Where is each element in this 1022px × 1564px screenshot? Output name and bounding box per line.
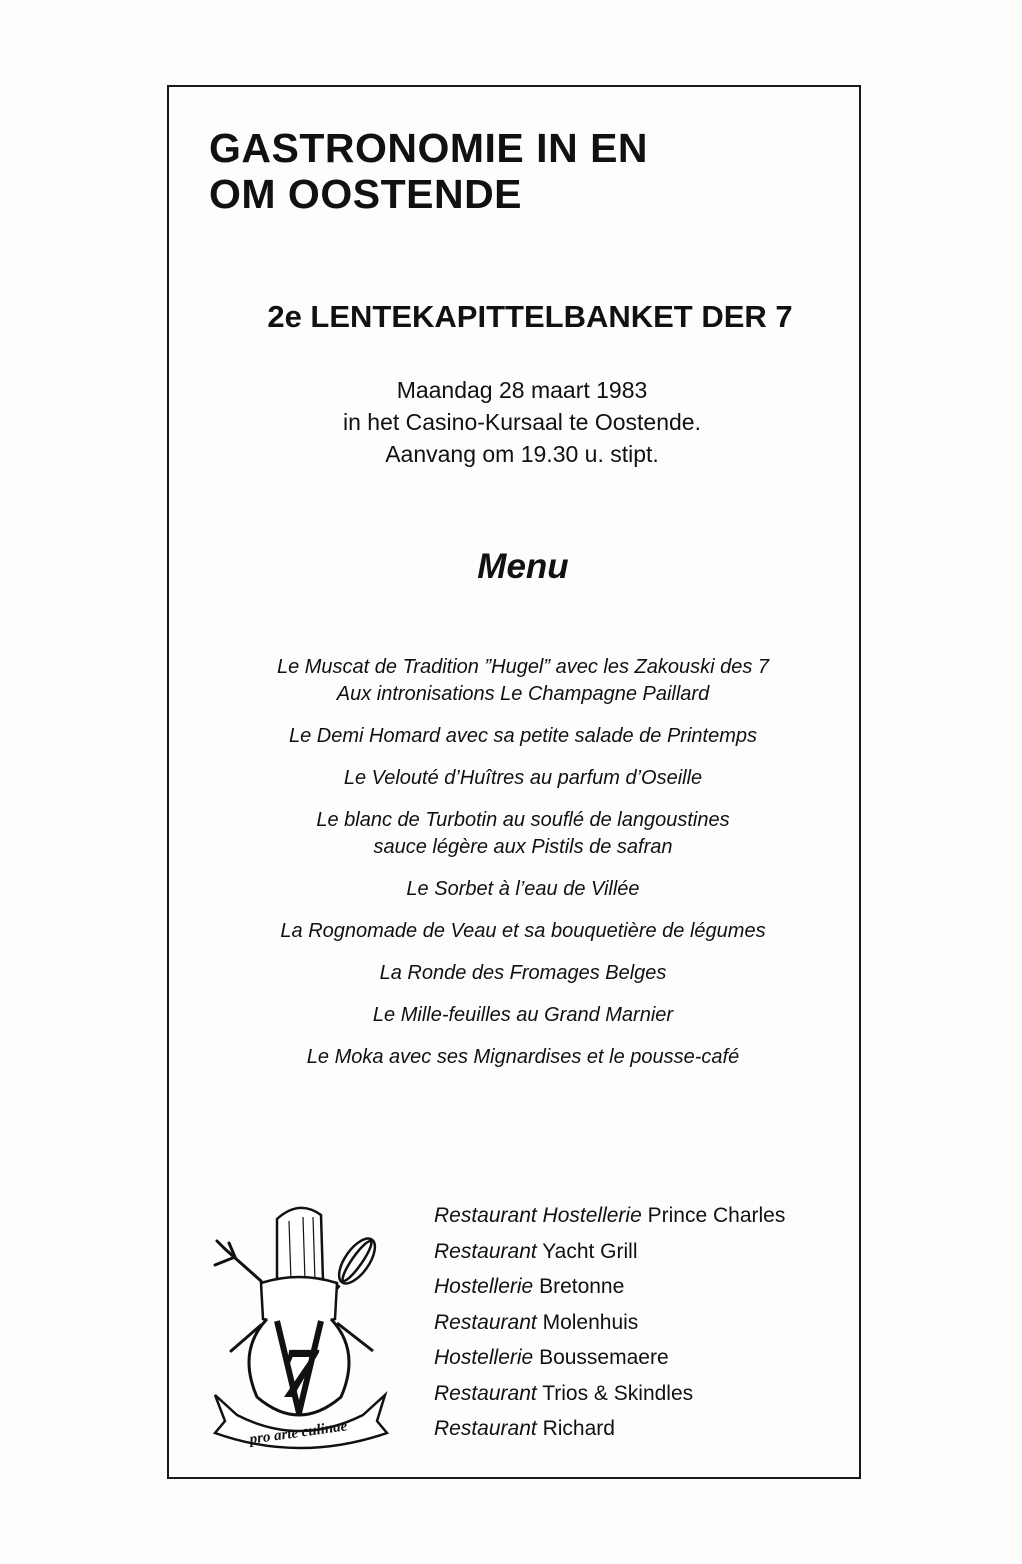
menu-course [187,1044,859,1071]
restaurant-name: Richard [542,1417,615,1440]
title-line: OM OOSTENDE [209,171,523,217]
course-line: Le Demi Homard avec sa petite salade de Printemps [288,725,757,747]
restaurant-name: Prince Charles [647,1204,786,1227]
restaurant-type: Restaurant [434,1417,537,1440]
event-venue: in het Casino-Kursaal te Oostende. [343,409,701,435]
page-title [209,125,648,217]
course-line: Aux intronisations Le Champagne Paillard [336,683,710,705]
menu-course [187,654,859,708]
restaurant-type: Restaurant [434,1381,537,1405]
restaurant-type: Hostellerie [434,1275,534,1298]
restaurant-name: Boussemaere [539,1346,669,1369]
restaurant-item [434,1411,785,1447]
restaurant-item [434,1198,785,1234]
restaurant-item [434,1234,785,1270]
menu-heading: Menu [477,547,569,586]
course-line: Le Velouté d’Huîtres au parfum d’Oseille [343,767,703,789]
event-start-time: Aanvang om 19.30 u. stipt. [385,441,659,467]
event-date: Maandag 28 maart 1983 [396,377,648,403]
menu-course [187,765,859,792]
chef-hat-icon [261,1208,337,1324]
course-line: Le blanc de Turbotin au souflé de langoustines [316,809,730,831]
emblem-numeral: 7 [281,1333,317,1413]
menu-course [187,807,859,861]
menu-card [167,85,861,1479]
restaurant-item [434,1376,785,1412]
restaurant-list [434,1198,785,1447]
restaurant-type: Restaurant Hostellerie [434,1204,642,1227]
title-line: GASTRONOMIE IN EN [209,125,649,171]
restaurant-name: Bretonne [539,1275,625,1298]
course-line: Le Mille-feuilles au Grand Marnier [372,1004,674,1026]
restaurant-item [434,1340,785,1376]
restaurant-item [434,1305,785,1341]
restaurant-type: Restaurant [434,1239,537,1263]
fork-icon [215,1241,261,1351]
course-line: Le Sorbet à l’eau de Villée [406,878,640,900]
menu-list [169,654,859,1086]
menu-course [187,723,859,750]
restaurant-item [434,1269,785,1305]
menu-course [187,876,859,903]
event-details [169,374,859,470]
course-line: sauce légère aux Pistils de safran [373,836,673,858]
course-line: La Rognomade de Veau et sa bouquetière de légumes [280,920,766,942]
chef-hat-seven-emblem [207,1201,392,1453]
restaurant-type: Restaurant [434,1310,537,1334]
emblem-motto: pro arte culinae [248,1418,349,1448]
event-title: 2e LENTEKAPITTELBANKET DER 7 [267,299,793,334]
menu-course [187,960,859,987]
course-line: Le Muscat de Tradition ”Hugel” avec les Zakouski des 7 [276,656,770,678]
course-line: La Ronde des Fromages Belges [379,962,667,984]
restaurant-type: Hostellerie [434,1346,534,1369]
course-line: Le Moka avec ses Mignardises et le pousse-café [306,1046,740,1068]
menu-course [187,1002,859,1029]
menu-course [187,918,859,945]
restaurant-name: Trios & Skindles [542,1381,694,1405]
restaurant-name: Yacht Grill [542,1239,638,1263]
restaurant-name: Molenhuis [542,1310,639,1334]
